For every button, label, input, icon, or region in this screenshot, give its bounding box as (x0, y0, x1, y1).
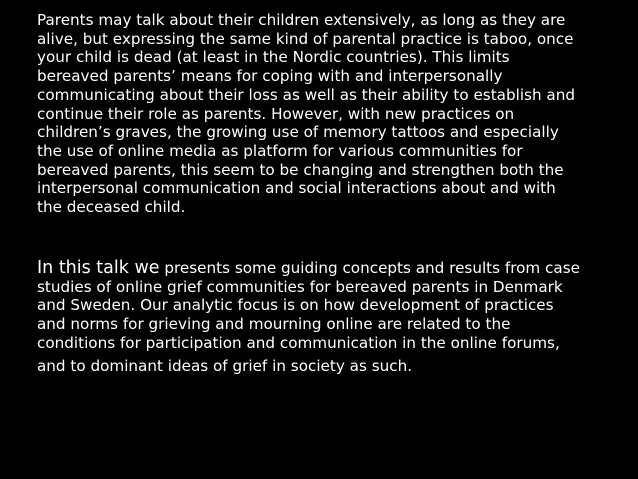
intro-paragraph: Parents may talk about their children extensively, as long as they are alive, but expressing the same kind of parental practice is taboo, once your child is dead (at least in the Nordic countries). This limits bereaved parents’ means for coping with and interpersonally communicating about their loss as well as their ability to establish and continue their role as parents. However, with new practices on children’s graves, the growing use of memory tattoos and especially the use of online media as platform for various communities for bereaved parents, this seem to be changing and strengthen both the interpersonal communication and social interactions about and with the deceased child. (37, 11, 575, 217)
talk-summary-last-line: and to dominant ideas of grief in society as such. (37, 356, 413, 375)
talk-lead-phrase: In this talk we (37, 258, 160, 278)
talk-summary-body: presents some guiding concepts and results from case studies of online grief communities for bereaved parents in Denmark and Sweden. Our analytic focus is on how development of practices and norms for grieving and mourning online are related to the conditions for participation and communication in the online forums, (37, 259, 580, 352)
talk-summary-paragraph (37, 259, 633, 375)
